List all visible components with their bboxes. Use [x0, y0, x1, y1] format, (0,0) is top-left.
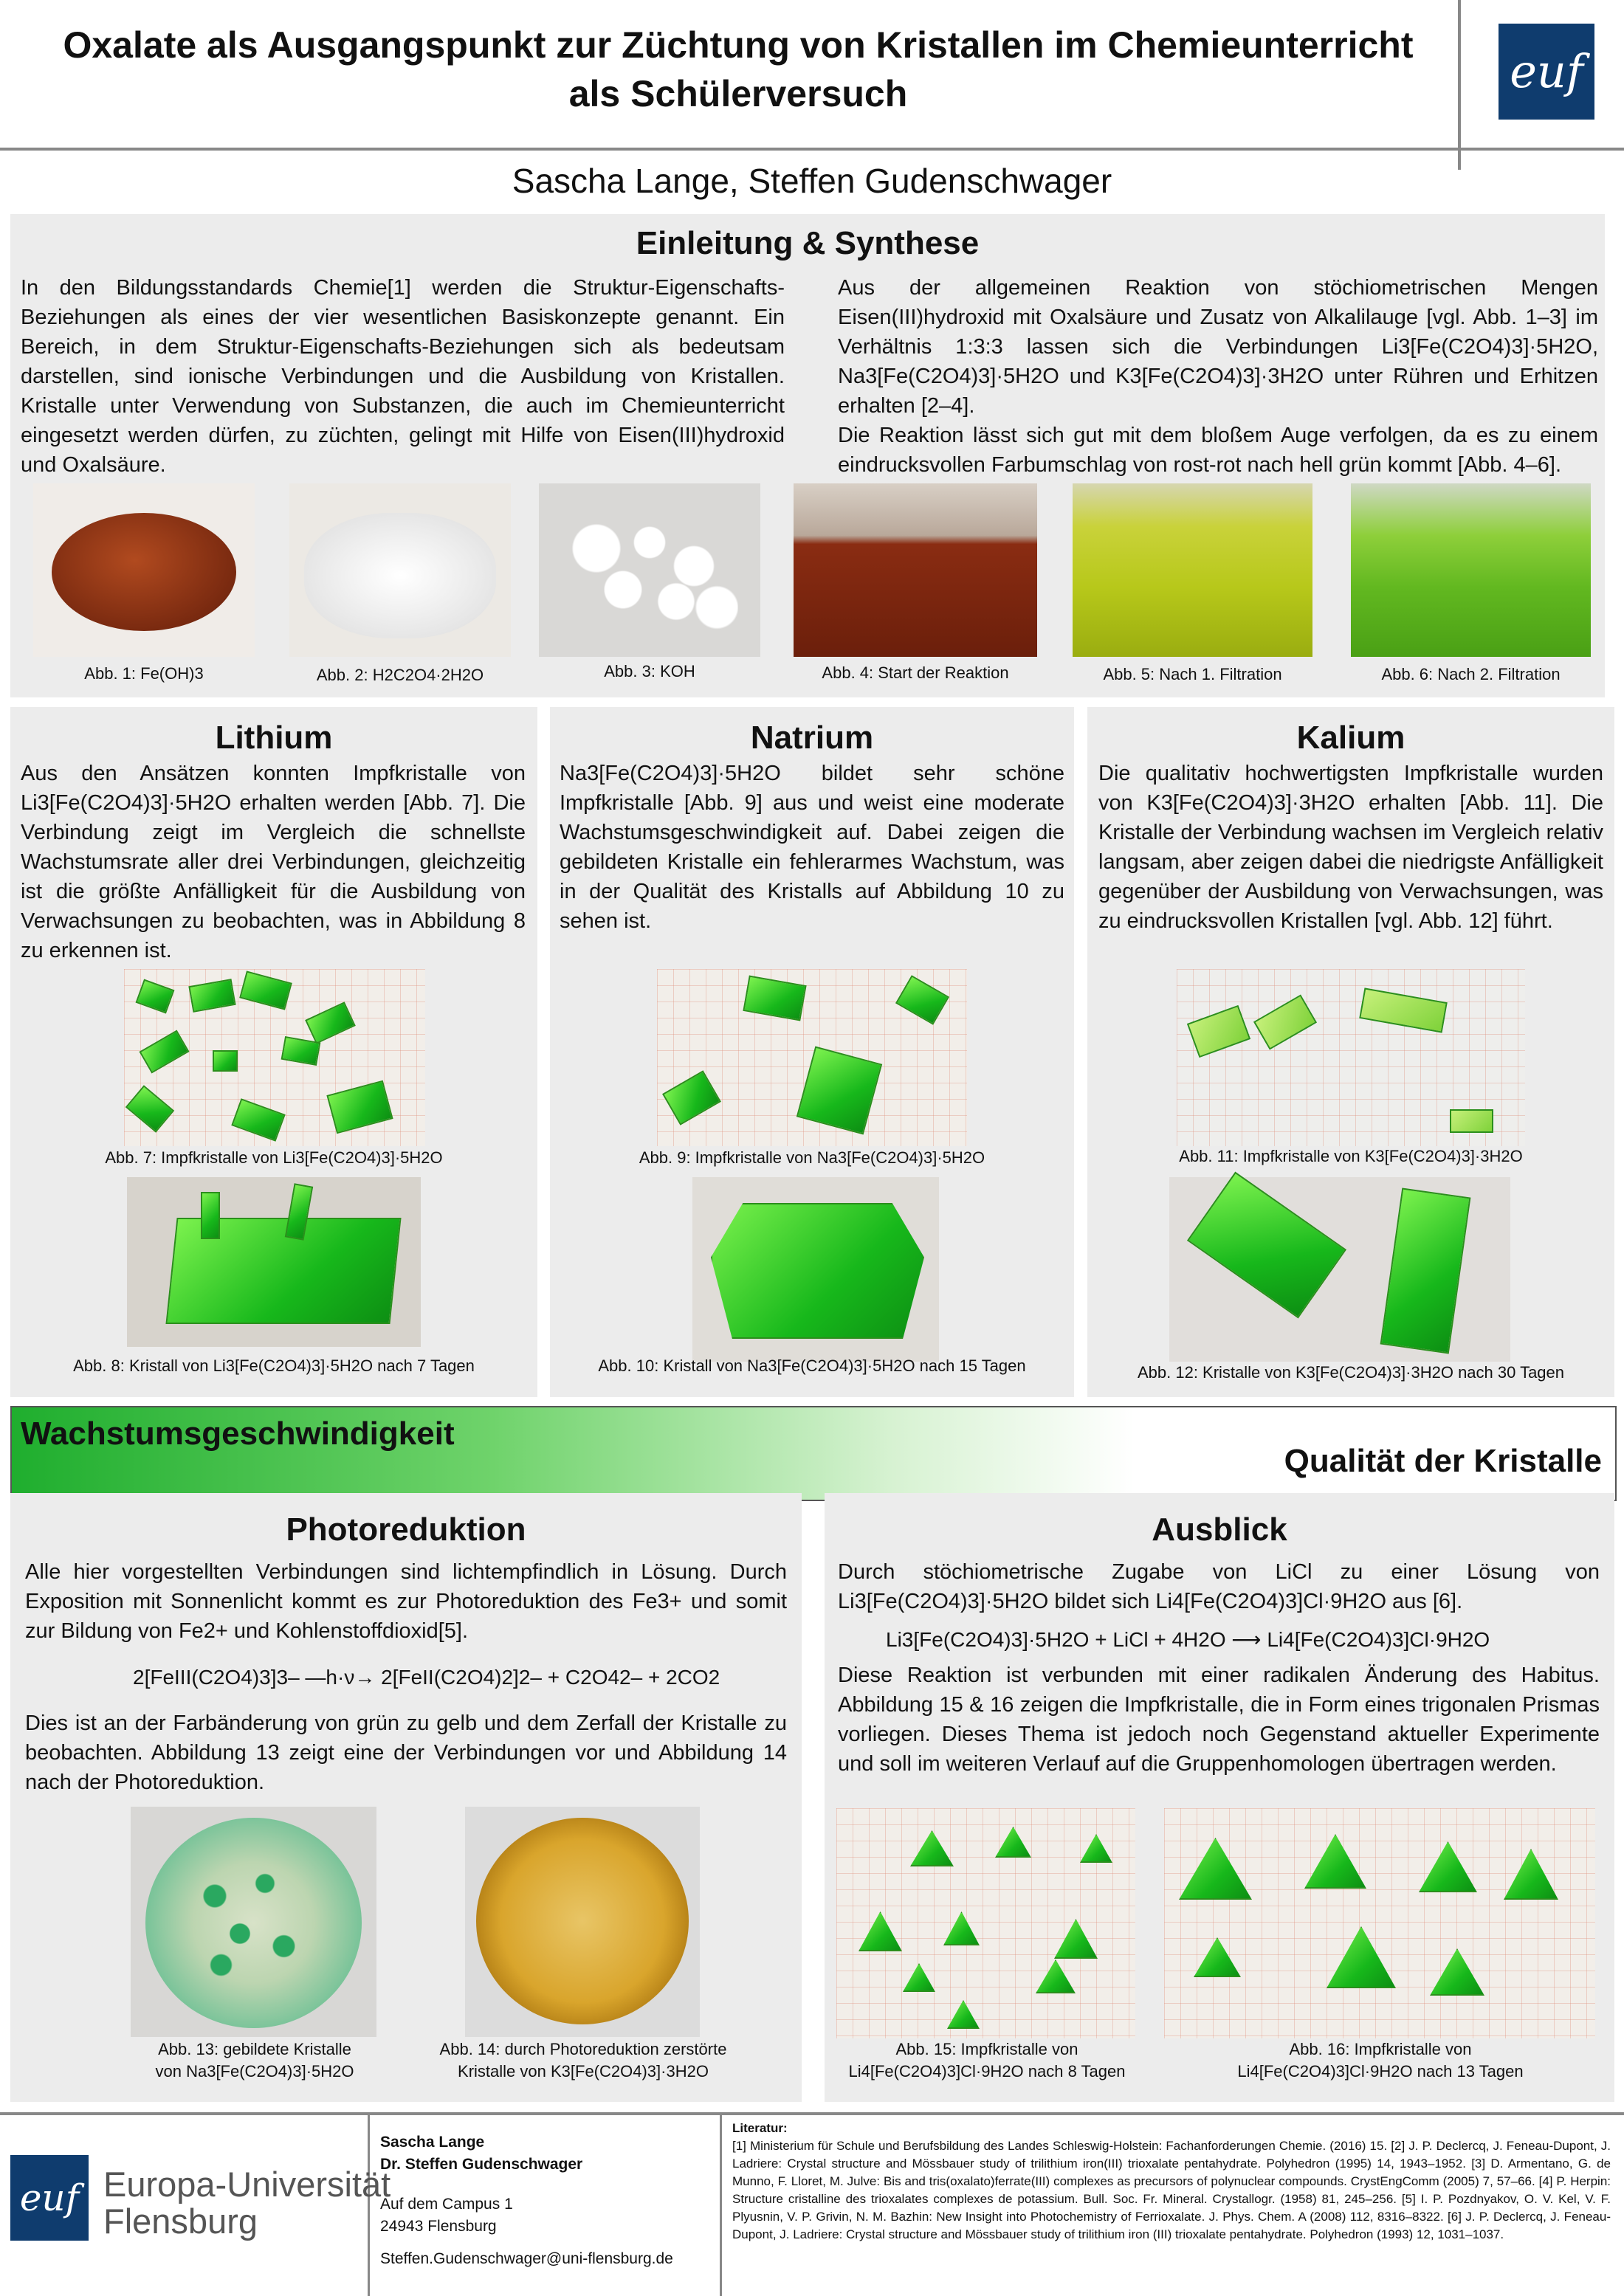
contact-address2: 24943 Flensburg — [380, 2218, 497, 2235]
poster-authors: Sascha Lange, Steffen Gudenschwager — [512, 162, 1112, 200]
literature-heading: Literatur: — [732, 2121, 788, 2135]
ausblick-heading: Ausblick — [1152, 1511, 1287, 1548]
header-divider-horizontal — [0, 148, 1624, 151]
caption-abb2: Abb. 2: H2C2O4·2H2O — [316, 666, 484, 684]
image-photo-after — [465, 1807, 700, 2037]
image-photo-before — [131, 1807, 376, 2037]
image-natrium-crystal — [692, 1177, 939, 1362]
caption-abb7: Abb. 7: Impfkristalle von Li3[Fe(C2O4)3]·5H2O — [105, 1148, 443, 1167]
caption-abb4: Abb. 4: Start der Reaktion — [822, 663, 1009, 682]
poster-title: Oxalate als Ausgangspunkt zur Züchtung von Kristallen im Chemieunterricht als Schülerversuch — [63, 24, 1414, 114]
image-reaction-start — [794, 483, 1037, 657]
caption-abb8: Abb. 8: Kristall von Li3[Fe(C2O4)3]·5H2O nach 7 Tagen — [73, 1356, 475, 1375]
literature-text: [1] Ministerium für Schule und Berufsbildung des Landes Schleswig-Holstein: Fachanforderungen Chemie. (2016) 15. [2] J. P. Declercq, J. Feneau-Dupont, J. Ladriere: Crystal structure and Mössbauer study of trilithium iron(III) trioxalate pentahydrate. Polyhedron (1995) 14, 1943–1952. [3] D. Armentano, G. de Munno, F. Lloret, M. Julve: Bis and tris(oxalato)ferrate(III) complexes as precursors of polynuclear compounds. CrystEngComm (2005) 7, 57–66. [4] P. Herpin: Structure cristalline des trioxalates complexes de potassium. Bull. Soc. Fr. Mineral. Crystallogr. (1958) 81, 245–256. [5] I. P. Pozdnyakov, O. V. Kel, V. F. Plyusnin, V. P. Grivin, N. M. Bazhin: New Insight into Photochemistry of Ferrioxalate. J. Phys. Chem. A (2008) 112, 8316–8322. [6] J. P. Declercq, J. Feneau-Dupont, J. Ladriere: Crystal structure and Mössbauer study of trilithium iron (III) trioxalate pentahydrate. Polyhedron (1993) 12, 1031–1037. — [732, 2139, 1611, 2241]
natrium-heading: Natrium — [750, 720, 874, 756]
footer-divider-right — [720, 2112, 722, 2296]
footer-divider — [0, 2112, 1624, 2115]
bar-label-quality: Qualität der Kristalle — [1284, 1443, 1602, 1479]
contact-name1: Sascha Lange — [380, 2134, 485, 2151]
header-divider-vertical — [1458, 0, 1461, 170]
lithium-heading: Lithium — [215, 720, 333, 756]
caption-abb10: Abb. 10: Kristall von Na3[Fe(C2O4)3]·5H2O nach 15 Tagen — [598, 1356, 1026, 1375]
caption-abb12: Abb. 12: Kristalle von K3[Fe(C2O4)3]·3H2O nach 30 Tagen — [1137, 1363, 1565, 1382]
photo-heading: Photoreduktion — [286, 1511, 526, 1548]
contact-name2: Dr. Steffen Gudenschwager — [380, 2156, 583, 2173]
caption-abb6: Abb. 6: Nach 2. Filtration — [1381, 665, 1561, 683]
intro-right-text: Aus der allgemeinen Reaktion von stöchiometrischen Mengen Eisen(III)hydroxid mit Oxalsäure und Zusatz von Alkalilauge [vgl. Abb. 1–3] im Verhältnis 1:3:3 lassen sich die Verbindungen Li3[Fe(C2O4)3]·5H2O, Na3[Fe(C2O4)3]·5H2O und K3[Fe(C2O4)3]·3H2O unter Rühren und Erhitzen erhalten [2–4]. — [838, 276, 1598, 418]
contact-address1: Auf dem Campus 1 — [380, 2196, 513, 2213]
kalium-heading: Kalium — [1296, 720, 1405, 756]
ausblick-text2: Diese Reaktion ist verbunden mit einer radikalen Änderung des Habitus. Abbildung 15 & 16 zeigen die Impfkristalle, die in Form eines trigonalen Prismas vorliegen. Dieses Thema ist jedoch noch Gegenstand aktueller Experimente und soll im weiteren Verlauf auf die Gruppenhomologen übertragen werden. — [838, 1664, 1600, 1776]
caption-abb16: Abb. 16: Impfkristalle von Li4[Fe(C2O4)3]Cl·9H2O nach 13 Tagen — [1237, 2040, 1524, 2080]
footer-contact — [380, 2131, 673, 2270]
image-lithium-crystal — [127, 1177, 421, 1347]
footer-university-name: Europa-Universität Flensburg — [103, 2165, 391, 2241]
image-ausblick-13days — [1164, 1808, 1595, 2038]
intro-heading: Einleitung & Synthese — [636, 225, 980, 261]
image-iron-hydroxide — [33, 483, 255, 657]
image-oxalic-acid — [289, 483, 511, 657]
intro-right-text-block — [838, 273, 1598, 480]
image-lithium-seed-crystals — [124, 969, 425, 1146]
caption-abb14: Abb. 14: durch Photoreduktion zerstörte Kristalle von K3[Fe(C2O4)3]·3H2O — [439, 2040, 727, 2080]
intro-right-text2: Die Reaktion lässt sich gut mit dem bloßem Auge verfolgen, da es zu einem eindrucksvollen Farbumschlag von rost-rot nach hell grün kommt [Abb. 4–6]. — [838, 424, 1598, 477]
ausblick-text1: Durch stöchiometrische Zugabe von LiCl zu einer Lösung von Li3[Fe(C2O4)3]·5H2O bildet sich Li4[Fe(C2O4)3]Cl·9H2O aus [6]. — [838, 1560, 1600, 1613]
caption-abb9: Abb. 9: Impfkristalle von Na3[Fe(C2O4)3]·5H2O — [639, 1148, 985, 1167]
footer-logo-icon: euf — [10, 2155, 89, 2241]
university-logo: euf — [1499, 24, 1594, 120]
photo-equation: 2[FeIII(C2O4)3]3– —h·ν→ 2[FeII(C2O4)2]2– + C2O42– + 2CO2 — [133, 1666, 720, 1689]
intro-left-text: In den Bildungsstandards Chemie[1] werden die Struktur-Eigenschafts-Beziehungen als eines der vier wesentlichen Basiskonzepte genannt. Ein Bereich, in dem Struktur-Eigenschafts-Beziehungen sich als bedeutsam darstellen, sind ionische Verbindungen und die Ausbildung von Kristallen. Kristalle unter Verwendung von Substanzen, die auch im Chemieunterricht eingesetzt werden dürfen, zu züchten, gelingt mit Hilfe von Eisen(III)hydroxid und Oxalsäure. — [21, 276, 785, 477]
photo-text1: Alle hier vorgestellten Verbindungen sind lichtempfindlich in Lösung. Durch Exposition mit Sonnenlicht kommt es zur Photoreduktion des Fe3+ und somit zur Bildung von Fe2+ und Kohlenstoffdioxid[5]. — [25, 1560, 787, 1643]
photo-text2: Dies ist an der Farbänderung von grün zu gelb und dem Zerfall der Kristalle zu beobachten. Abbildung 13 zeigt eine der Verbindungen vor und Abbildung 14 nach der Photoreduktion. — [25, 1711, 787, 1794]
lithium-text: Aus den Ansätzen konnten Impfkristalle von Li3[Fe(C2O4)3]·5H2O erhalten werden [Abb. 7]. Die Verbindung zeigt im Vergleich die schnellste Wachstumsrate aller drei Verbindungen, gleichzeitig ist die größte Anfälligkeit für die Ausbildung von Verwachsungen zu beobachten, was in Abbildung 8 zu erkennen ist. — [21, 762, 526, 962]
natrium-text: Na3[Fe(C2O4)3]·5H2O bildet sehr schöne Impfkristalle [Abb. 9] aus und weist eine moderate Wachstumsgeschwindigkeit auf. Dabei zeigen die gebildeten Kristalle ein fehlerarmes Wachstum, was in der Qualität des Kristalls auf Abbildung 10 zu sehen ist. — [560, 762, 1064, 933]
caption-abb13: Abb. 13: gebildete Kristalle von Na3[Fe(C2O4)3]·5H2O — [155, 2040, 354, 2080]
bar-label-growth: Wachstumsgeschwindigkeit — [21, 1416, 455, 1452]
ausblick-equation: Li3[Fe(C2O4)3]·5H2O + LiCl + 4H2O ⟶ Li4[Fe(C2O4)3]Cl·9H2O — [886, 1628, 1490, 1651]
footer-literature — [732, 2120, 1611, 2244]
caption-abb11: Abb. 11: Impfkristalle von K3[Fe(C2O4)3]·3H2O — [1179, 1147, 1523, 1165]
image-natrium-seed-crystals — [657, 969, 967, 1146]
caption-abb15: Abb. 15: Impfkristalle von Li4[Fe(C2O4)3]Cl·9H2O nach 8 Tagen — [848, 2040, 1126, 2080]
image-koh — [539, 483, 760, 657]
caption-abb5: Abb. 5: Nach 1. Filtration — [1103, 665, 1282, 683]
caption-abb1: Abb. 1: Fe(OH)3 — [84, 664, 204, 683]
image-first-filtration — [1073, 483, 1312, 657]
image-kalium-seed-crystals — [1177, 969, 1525, 1146]
image-second-filtration — [1351, 483, 1591, 657]
caption-abb3: Abb. 3: KOH — [604, 662, 695, 680]
contact-email[interactable]: Steffen.Gudenschwager@uni-flensburg.de — [380, 2250, 673, 2267]
image-ausblick-8days — [836, 1808, 1135, 2038]
image-kalium-crystals — [1169, 1177, 1510, 1362]
kalium-text: Die qualitativ hochwertigsten Impfkristalle wurden von K3[Fe(C2O4)3]·3H2O erhalten [Abb. 11]. Die Kristalle der Verbindung wachsen im Vergleich relativ langsam, aber zeigen dabei die niedrigste Anfälligkeit gegenüber der Ausbildung von Verwachsungen, was zu eindrucksvollen Kristallen [vgl. Abb. 12] führt. — [1098, 762, 1603, 933]
